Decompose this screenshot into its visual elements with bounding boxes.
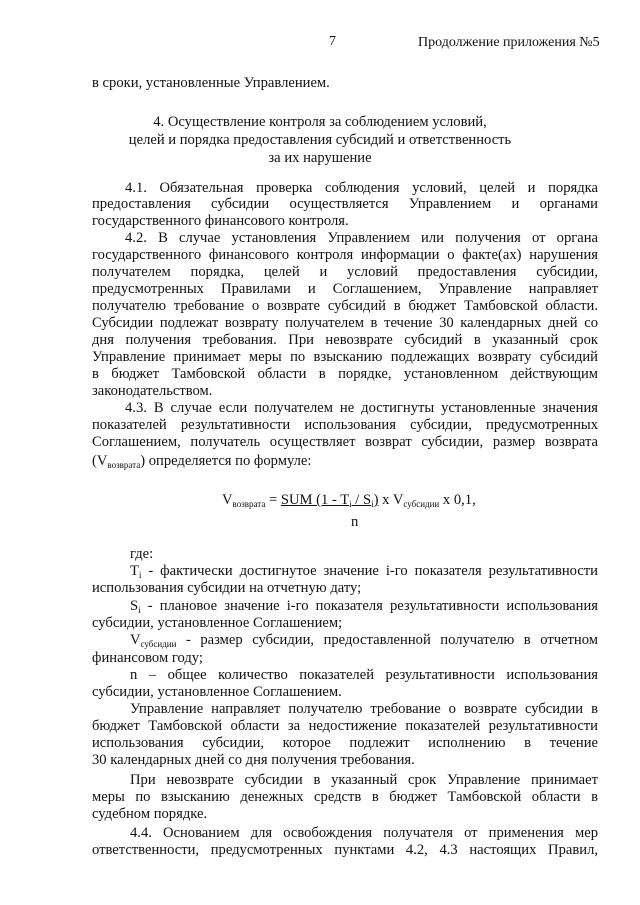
p42-line-10: законодательством. xyxy=(92,383,213,399)
nonreturn-line-3: судебном порядке. xyxy=(92,806,208,822)
p42-line-4: предусмотренных Правилами и Соглашением, Управление направляет xyxy=(92,281,598,297)
where-t-line-1: $T_i$ - фактически достигнутое значение i-го показателя результативности xyxy=(130,563,598,580)
p43-line-4: $(V_{возврата})$ определяется по формуле: xyxy=(92,453,312,470)
nonreturn-line-2: меры по взысканию денежных средств в бюджет Тамбовской области в xyxy=(92,789,598,805)
p42-line-3: получателем порядка, целей и условий предоставления субсидии, xyxy=(92,264,598,280)
p42-line-6: Субсидии подлежат возврату получателем в течение 30 календарных дней со xyxy=(92,315,598,331)
p43-line-1: 4.3. В случае если получателем не достигнуты установленные значения xyxy=(125,400,598,416)
p43-line-2: показателей результативности использования субсидии, предусмотренных xyxy=(92,417,598,433)
where-v-line-1: $V_{субсидии}$ - размер субсидии, предоставленной получателю в отчетном xyxy=(130,632,598,649)
appendix-note: Продолжение приложения №5 xyxy=(418,35,600,50)
p42-line-2: государственного финансового контроля информации о факте(ах) нарушения xyxy=(92,247,598,263)
where-s-line-2: субсидии, установленное Соглашением; xyxy=(92,615,343,631)
p42-line-9: в бюджет Тамбовской области в порядке, установленном действующим xyxy=(92,366,598,382)
where-s-line-1: $S_i$ - плановое значение i-го показателя результативности использования xyxy=(130,598,598,615)
p42-line-7: дня получения требования. При невозврате субсидий в указанный срок xyxy=(92,332,598,348)
section-title-line-2: целей и порядка предоставления субсидий и ответственность xyxy=(128,132,512,148)
nonreturn-line-1: При невозврате субсидии в указанный срок Управление принимает xyxy=(130,772,598,788)
formula-numerator: SUM $(1 - T_i / S_i)$ xyxy=(280,492,379,509)
p41-line-1: 4.1. Обязательная проверка соблюдения условий, целей и порядка xyxy=(125,180,598,196)
page-number: 7 xyxy=(329,34,336,49)
p41-line-3: государственного финансового контроля. xyxy=(92,213,349,229)
p44-line-2: ответственности, предусмотренных пунктами 4.2, 4.3 настоящих Правил, xyxy=(92,842,598,858)
where-label: где: xyxy=(130,546,154,562)
p42-line-5: получателю требование о возврате субсидий в бюджет Тамбовской области. xyxy=(92,298,598,314)
p42-line-1: 4.2. В случае установления Управлением или получения от органа xyxy=(125,230,598,246)
where-v-line-2: финансовом году; xyxy=(92,650,203,666)
intro-line: в сроки, установленные Управлением. xyxy=(92,75,330,91)
where-t-line-2: использования субсидии на отчетную дату; xyxy=(92,580,362,596)
demand-line-4: 30 календарных дней со дня получения требования. xyxy=(92,752,415,768)
demand-line-2: бюджет Тамбовской области за недостижение показателей результативности xyxy=(92,718,598,734)
demand-line-3: использования субсидии, которое подлежит исполнению в течение xyxy=(92,735,598,751)
demand-line-1: Управление направляет получателю требование о возврате субсидии в xyxy=(130,701,598,717)
section-title-line-1: 4. Осуществление контроля за соблюдением условий, xyxy=(153,114,487,130)
p41-line-2: предоставления субсидии осуществляется Управлением и органами xyxy=(92,196,598,212)
p43-line-3: Соглашением, получатель осуществляет возврат субсидии, размер возврата xyxy=(92,434,598,450)
formula-denominator: n xyxy=(351,514,359,530)
formula: $V_{возврата}$ = SUM $(1 - T_i / S_i)$ x $V_{субсидии}$ x 0,1, xyxy=(222,492,476,509)
p44-line-1: 4.4. Основанием для освобождения получателя от применения мер xyxy=(130,825,598,841)
p42-line-8: Управление принимает меры по взысканию подлежащих возврату субсидий xyxy=(92,349,598,365)
where-n-line-2: субсидии, установленное Соглашением. xyxy=(92,684,342,700)
where-n-line-1: n – общее количество показателей результативности использования xyxy=(130,667,598,683)
section-title-line-3: за их нарушение xyxy=(268,150,372,166)
